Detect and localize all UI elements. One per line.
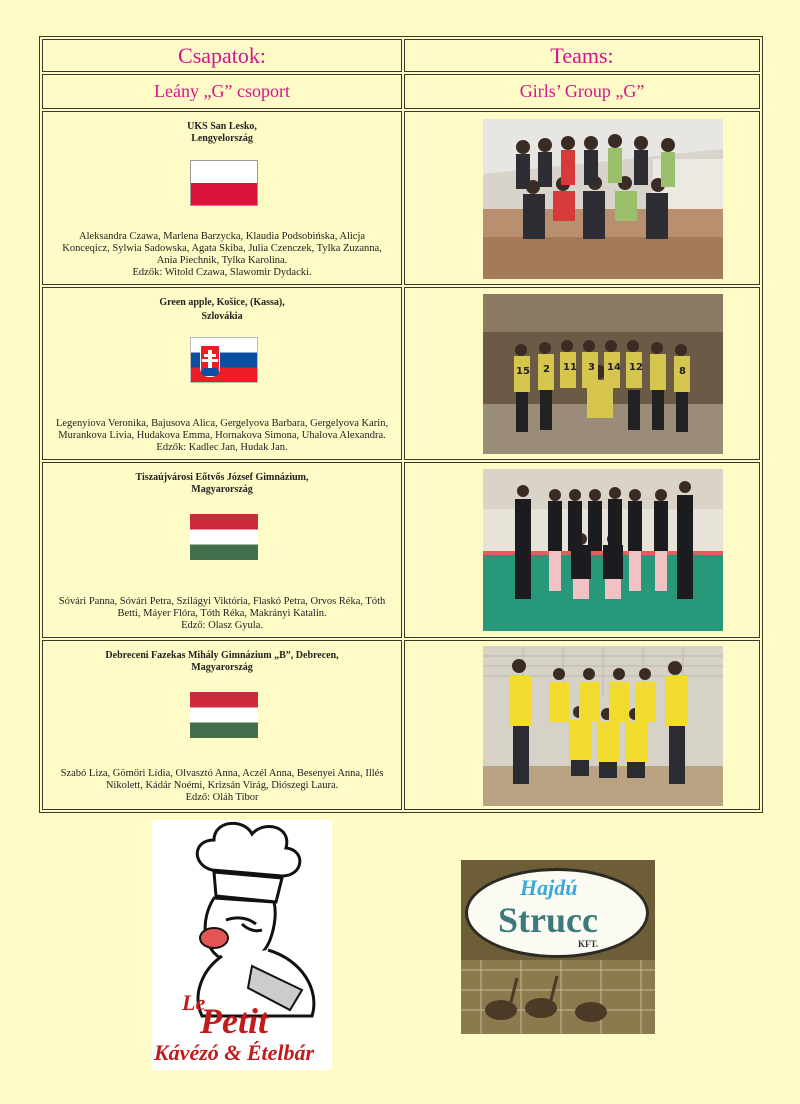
header-right-subtitle: Girls’ Group „G” bbox=[404, 74, 760, 109]
jersey-number: 15 bbox=[516, 366, 530, 377]
hungary-flag bbox=[190, 514, 258, 560]
slovakia-coat-of-arms-icon bbox=[200, 345, 220, 377]
team-country: Magyarország bbox=[191, 484, 253, 495]
petit-logo-name: Petit bbox=[200, 1001, 268, 1041]
team-roster bbox=[55, 768, 389, 804]
team-photo-cell bbox=[404, 640, 760, 810]
jersey-number: 2 bbox=[543, 364, 551, 375]
team-roster bbox=[55, 231, 389, 279]
team-roster bbox=[55, 418, 389, 454]
strucc-logo-line1: Hajdú bbox=[520, 875, 578, 900]
jersey-number: 8 bbox=[679, 366, 687, 377]
chef-illustration bbox=[152, 820, 332, 1020]
coach-line: Edzők: Witold Czawa, Slawomir Dydacki. bbox=[132, 267, 312, 278]
team-roster bbox=[55, 596, 389, 632]
slovakia-flag bbox=[190, 337, 258, 383]
hajdu-strucc-logo bbox=[461, 860, 655, 1034]
team-photo bbox=[483, 119, 723, 279]
team-name: Debreceni Fazekas Mihály Gimnázium „B”, Debrecen, bbox=[105, 650, 339, 661]
team-photo bbox=[483, 294, 723, 454]
petit-logo-le: Le bbox=[182, 990, 206, 1015]
coach-line: Edzők: Kadlec Jan, Hudak Jan. bbox=[156, 442, 288, 453]
team-country: Lengyelország bbox=[191, 133, 253, 144]
strucc-logo-line3: KFT. bbox=[578, 939, 599, 949]
poland-flag bbox=[190, 160, 258, 206]
header-left-subtitle: Leány „G” csoport bbox=[42, 74, 402, 109]
coach-line: Edző: Oláh Tibor bbox=[185, 792, 259, 803]
jersey-number: 14 bbox=[607, 362, 621, 373]
header-right-title: Teams: bbox=[404, 39, 760, 72]
player-list: Szabó Liza, Gömöri Lídia, Olvasztó Anna, Aczél Anna, Besenyei Anna, Illés Nikolett, Kádár Noémi, Krizsán Virág, Diószegi Laura. bbox=[60, 768, 384, 791]
team-photo-cell bbox=[404, 462, 760, 638]
header-left-title: Csapatok: bbox=[42, 39, 402, 72]
team-name: Green apple, Košice, (Kassa), bbox=[159, 297, 285, 308]
strucc-sign bbox=[465, 868, 649, 958]
team-photo-cell bbox=[404, 111, 760, 285]
team-country: Magyarország bbox=[191, 662, 253, 673]
le-petit-logo bbox=[152, 820, 332, 1070]
team-info-cell bbox=[42, 111, 402, 285]
teams-table bbox=[39, 36, 763, 813]
team-name: UKS San Lesko, bbox=[187, 121, 257, 132]
team-photo bbox=[483, 469, 723, 631]
team-info-cell bbox=[42, 287, 402, 460]
petit-logo-tagline: Kávézó & Ételbár bbox=[154, 1040, 315, 1065]
team-name: Tiszaújvárosi Eőtvős József Gimnázium, bbox=[135, 472, 309, 483]
hungary-flag bbox=[190, 692, 258, 738]
team-photo bbox=[483, 646, 723, 806]
player-list: Aleksandra Czawa, Marlena Barzycka, Klaudia Podsobińska, Alicja Konceqicz, Sylwia Sadowska, Agata Skiba, Julia Czenczek, Tylka Zuzanna, Ania Piechnik, Tylka Karolina. bbox=[62, 231, 382, 266]
player-list: Legenyiova Veronika, Bajusova Alica, Gergelyova Barbara, Gergelyova Karin, Murankova Livia, Hudakova Emma, Hornakova Simona, Uhalova Alexandra. bbox=[55, 418, 389, 441]
team-info-cell bbox=[42, 462, 402, 638]
team-country: Szlovákia bbox=[201, 311, 243, 322]
team-photo-cell bbox=[404, 287, 760, 460]
team-info-cell bbox=[42, 640, 402, 810]
coach-line: Edző: Olasz Gyula. bbox=[181, 620, 263, 631]
strucc-logo-line2: Strucc bbox=[498, 900, 598, 940]
jersey-number: 12 bbox=[629, 362, 643, 373]
jersey-number: 3 bbox=[588, 362, 596, 373]
jersey-number: 11 bbox=[563, 362, 577, 373]
player-list: Sóvári Panna, Sóvári Petra, Szilágyi Viktória, Flaskó Petra, Orvos Réka, Tóth Betti, Máyer Flóra, Tóth Réka, Makrányi Katalin. bbox=[58, 596, 386, 619]
